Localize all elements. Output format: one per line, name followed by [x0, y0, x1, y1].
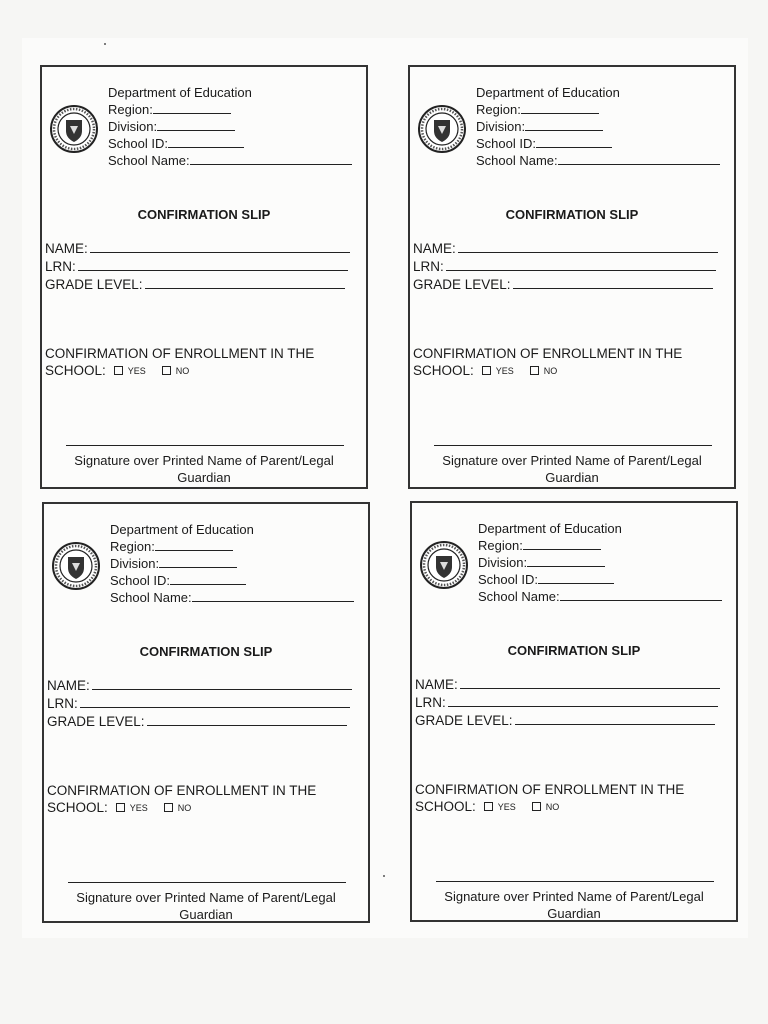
grade-level-field[interactable] — [515, 712, 715, 725]
division-label: Division: — [478, 555, 528, 570]
school-name-field[interactable] — [190, 152, 352, 165]
lrn-field[interactable] — [78, 258, 348, 271]
lrn-field[interactable] — [448, 694, 718, 707]
no-checkbox[interactable] — [162, 366, 171, 375]
signature-line[interactable] — [434, 445, 712, 446]
deped-seal-icon — [417, 104, 467, 154]
confirmation-question: CONFIRMATION OF ENROLLMENT IN THE — [47, 783, 317, 798]
deped-seal-icon — [419, 540, 469, 590]
school-name-field[interactable] — [560, 588, 722, 601]
school-name-label: School Name: — [476, 153, 558, 168]
division-label: Division: — [476, 119, 526, 134]
slip-title: CONFIRMATION SLIP — [507, 643, 641, 658]
school-label: SCHOOL: — [413, 363, 474, 378]
division-field[interactable] — [525, 118, 603, 131]
yes-checkbox[interactable] — [116, 803, 125, 812]
no-option[interactable]: NO — [532, 802, 560, 812]
lrn-label: LRN: — [413, 259, 444, 274]
region-field[interactable] — [155, 538, 233, 551]
department-text: Department of Education — [108, 85, 252, 100]
no-option[interactable]: NO — [530, 366, 558, 376]
deped-seal-icon — [51, 541, 101, 591]
school-id-field[interactable] — [538, 571, 614, 584]
no-checkbox[interactable] — [164, 803, 173, 812]
grade-level-field[interactable] — [145, 276, 345, 289]
yes-option[interactable]: YES — [116, 803, 148, 813]
lrn-label: LRN: — [415, 695, 446, 710]
grade-level-label: GRADE LEVEL: — [47, 714, 145, 729]
grade-level-label: GRADE LEVEL: — [415, 713, 513, 728]
region-field[interactable] — [153, 101, 231, 114]
school-header — [476, 84, 720, 169]
confirmation-slip — [40, 65, 368, 489]
department-text: Department of Education — [478, 521, 622, 536]
signature-caption: Signature over Printed Name of Parent/Legal Guardian — [442, 453, 702, 485]
no-checkbox[interactable] — [532, 802, 541, 811]
name-label: NAME: — [45, 241, 88, 256]
region-field[interactable] — [523, 537, 601, 550]
slip-title: CONFIRMATION SLIP — [139, 644, 273, 659]
division-label: Division: — [108, 119, 158, 134]
region-label: Region: — [478, 538, 523, 553]
confirmation-slip — [42, 502, 370, 923]
name-label: NAME: — [415, 677, 458, 692]
name-field[interactable] — [458, 240, 718, 253]
school-label: SCHOOL: — [415, 799, 476, 814]
school-name-field[interactable] — [192, 589, 354, 602]
division-label: Division: — [110, 556, 160, 571]
yes-option[interactable]: YES — [482, 366, 514, 376]
division-field[interactable] — [527, 554, 605, 567]
region-label: Region: — [476, 102, 521, 117]
school-header — [108, 84, 352, 169]
confirmation-slip — [410, 501, 738, 922]
school-name-label: School Name: — [110, 590, 192, 605]
confirmation-question: CONFIRMATION OF ENROLLMENT IN THE — [415, 782, 685, 797]
school-header — [110, 521, 354, 606]
yes-checkbox[interactable] — [114, 366, 123, 375]
grade-level-field[interactable] — [513, 276, 713, 289]
school-name-field[interactable] — [558, 152, 720, 165]
school-id-label: School ID: — [110, 573, 170, 588]
confirmation-question: CONFIRMATION OF ENROLLMENT IN THE — [413, 346, 683, 361]
region-field[interactable] — [521, 101, 599, 114]
department-text: Department of Education — [110, 522, 254, 537]
school-id-label: School ID: — [478, 572, 538, 587]
no-option[interactable]: NO — [164, 803, 192, 813]
confirmation-slip — [408, 65, 736, 489]
name-label: NAME: — [47, 678, 90, 693]
school-id-field[interactable] — [170, 572, 246, 585]
school-name-label: School Name: — [108, 153, 190, 168]
school-id-label: School ID: — [108, 136, 168, 151]
scan-speck — [104, 43, 106, 45]
lrn-label: LRN: — [47, 696, 78, 711]
slip-title: CONFIRMATION SLIP — [505, 207, 639, 222]
signature-caption: Signature over Printed Name of Parent/Legal Guardian — [74, 453, 334, 485]
signature-line[interactable] — [66, 445, 344, 446]
grade-level-field[interactable] — [147, 713, 347, 726]
signature-caption: Signature over Printed Name of Parent/Legal Guardian — [76, 890, 336, 922]
school-name-label: School Name: — [478, 589, 560, 604]
slip-title: CONFIRMATION SLIP — [137, 207, 271, 222]
name-field[interactable] — [460, 676, 720, 689]
region-label: Region: — [110, 539, 155, 554]
department-text: Department of Education — [476, 85, 620, 100]
division-field[interactable] — [157, 118, 235, 131]
signature-caption: Signature over Printed Name of Parent/Legal Guardian — [444, 889, 704, 921]
name-field[interactable] — [90, 240, 350, 253]
lrn-field[interactable] — [446, 258, 716, 271]
no-checkbox[interactable] — [530, 366, 539, 375]
lrn-label: LRN: — [45, 259, 76, 274]
signature-line[interactable] — [436, 881, 714, 882]
deped-seal-icon — [49, 104, 99, 154]
school-id-label: School ID: — [476, 136, 536, 151]
yes-option[interactable]: YES — [114, 366, 146, 376]
signature-line[interactable] — [68, 882, 346, 883]
yes-option[interactable]: YES — [484, 802, 516, 812]
school-label: SCHOOL: — [47, 800, 108, 815]
school-id-field[interactable] — [168, 135, 244, 148]
no-option[interactable]: NO — [162, 366, 190, 376]
name-field[interactable] — [92, 677, 352, 690]
name-label: NAME: — [413, 241, 456, 256]
scan-speck — [383, 875, 385, 877]
grade-level-label: GRADE LEVEL: — [45, 277, 143, 292]
division-field[interactable] — [159, 555, 237, 568]
yes-checkbox[interactable] — [484, 802, 493, 811]
lrn-field[interactable] — [80, 695, 350, 708]
school-label: SCHOOL: — [45, 363, 106, 378]
yes-checkbox[interactable] — [482, 366, 491, 375]
region-label: Region: — [108, 102, 153, 117]
confirmation-question: CONFIRMATION OF ENROLLMENT IN THE — [45, 346, 315, 361]
school-id-field[interactable] — [536, 135, 612, 148]
school-header — [478, 520, 722, 605]
grade-level-label: GRADE LEVEL: — [413, 277, 511, 292]
